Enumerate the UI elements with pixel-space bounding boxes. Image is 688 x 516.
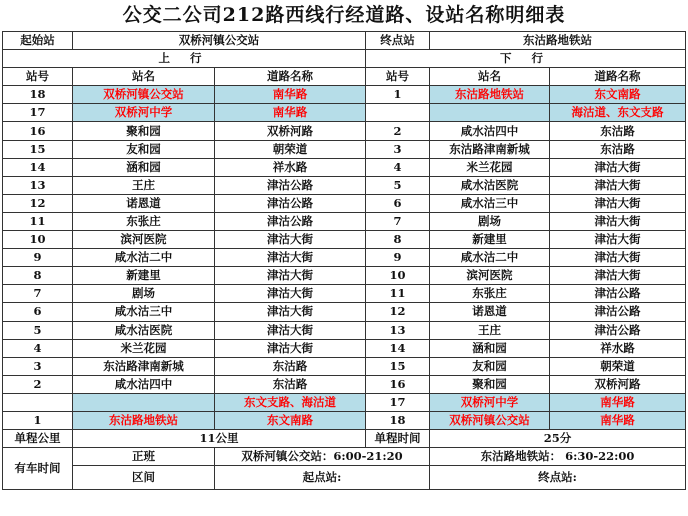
col-header-down-road: 道路名称 (550, 68, 686, 86)
station-row (3, 231, 686, 249)
up-station-name: 东沽路地铁站 (73, 411, 215, 429)
up-road-name: 津沽大街 (215, 249, 366, 267)
distance-label: 单程公里 (3, 430, 73, 448)
down-station-name: 王庄 (430, 321, 550, 339)
down-station-name: 滨河医院 (430, 267, 550, 285)
distance-value: 11公里 (73, 430, 366, 448)
down-station-name: 剧场 (430, 212, 550, 230)
down-station-name: 新建里 (430, 231, 550, 249)
down-station-name (430, 104, 550, 122)
up-road-name: 南华路 (215, 86, 366, 104)
down-station-name: 咸水沽四中 (430, 122, 550, 140)
down-station-name: 东沽路地铁站 (430, 86, 550, 104)
regular-start-time: 双桥河镇公交站：6:00-21:20 (215, 448, 430, 466)
down-road-name: 津沽大街 (550, 212, 686, 230)
down-road-name: 津沽大街 (550, 231, 686, 249)
down-road-name: 海沽道、东文支路 (550, 104, 686, 122)
down-road-name: 东文南路 (550, 86, 686, 104)
up-station-name: 咸水沽二中 (73, 249, 215, 267)
down-station-no: 14 (366, 339, 430, 357)
up-station-no: 12 (3, 194, 73, 212)
down-station-name: 东张庄 (430, 285, 550, 303)
down-road-name: 双桥河路 (550, 375, 686, 393)
up-station-name: 聚和园 (73, 122, 215, 140)
up-road-name: 朝荣道 (215, 140, 366, 158)
station-row (3, 212, 686, 230)
down-station-name: 东沽路津南新城 (430, 140, 550, 158)
station-row (3, 122, 686, 140)
up-station-name: 双桥河镇公交站 (73, 86, 215, 104)
up-station-name: 咸水沽医院 (73, 321, 215, 339)
down-road-name: 津沽大街 (550, 267, 686, 285)
route-table (2, 31, 686, 490)
up-station-name: 新建里 (73, 267, 215, 285)
down-road-name: 津沽大街 (550, 194, 686, 212)
down-station-no: 13 (366, 321, 430, 339)
down-station-name: 双桥河镇公交站 (430, 411, 550, 429)
up-station-name: 咸水沽四中 (73, 375, 215, 393)
down-station-no: 15 (366, 357, 430, 375)
interval-label: 区间 (73, 466, 215, 490)
down-road-name: 津沽大街 (550, 249, 686, 267)
up-station-name: 米兰花园 (73, 339, 215, 357)
start-station-value: 双桥河镇公交站 (73, 32, 366, 50)
col-header-up-name: 站名 (73, 68, 215, 86)
down-station-no: 7 (366, 212, 430, 230)
down-station-no: 1 (366, 86, 430, 104)
up-station-no: 17 (3, 104, 73, 122)
down-station-name: 聚和园 (430, 375, 550, 393)
down-station-name: 诺恩道 (430, 303, 550, 321)
regular-label: 正班 (73, 448, 215, 466)
up-station-no (3, 393, 73, 411)
col-header-up-no: 站号 (3, 68, 73, 86)
up-road-name: 南华路 (215, 104, 366, 122)
col-header-down-name: 站名 (430, 68, 550, 86)
interval-service-row (3, 466, 686, 490)
up-station-no: 11 (3, 212, 73, 230)
up-road-name: 津沽大街 (215, 303, 366, 321)
time-value: 25分 (430, 430, 686, 448)
up-road-name: 津沽公路 (215, 194, 366, 212)
down-road-name: 东沽路 (550, 140, 686, 158)
direction-up: 上 行 (3, 50, 366, 68)
up-road-name: 津沽大街 (215, 267, 366, 285)
up-station-name: 诺恩道 (73, 194, 215, 212)
up-road-name: 津沽大街 (215, 339, 366, 357)
down-station-no: 11 (366, 285, 430, 303)
station-row (3, 176, 686, 194)
up-road-name: 东文南路 (215, 411, 366, 429)
up-station-no: 6 (3, 303, 73, 321)
down-station-name: 涵和园 (430, 339, 550, 357)
end-station-label: 终点站 (366, 32, 430, 50)
down-station-no: 4 (366, 158, 430, 176)
down-station-no: 17 (366, 393, 430, 411)
up-station-no: 15 (3, 140, 73, 158)
up-station-name (73, 393, 215, 411)
interval-end-stop: 终点站: (430, 466, 686, 490)
up-station-name: 涵和园 (73, 158, 215, 176)
down-station-no: 2 (366, 122, 430, 140)
up-station-name: 友和园 (73, 140, 215, 158)
page-title: 公交二公司212路西线行经道路、设站名称明细表 (122, 4, 566, 26)
station-row (3, 194, 686, 212)
down-station-name: 咸水沽医院 (430, 176, 550, 194)
down-station-no: 3 (366, 140, 430, 158)
down-station-no: 16 (366, 375, 430, 393)
station-row (3, 411, 686, 429)
up-station-no: 14 (3, 158, 73, 176)
down-road-name: 祥水路 (550, 339, 686, 357)
col-header-up-road: 道路名称 (215, 68, 366, 86)
end-station-value: 东沽路地铁站 (430, 32, 686, 50)
station-row (3, 303, 686, 321)
up-station-no: 2 (3, 375, 73, 393)
station-row (3, 104, 686, 122)
station-row (3, 375, 686, 393)
up-road-name: 祥水路 (215, 158, 366, 176)
down-road-name: 津沽公路 (550, 321, 686, 339)
station-row (3, 339, 686, 357)
time-label: 单程时间 (366, 430, 430, 448)
down-road-name: 南华路 (550, 411, 686, 429)
down-road-name: 津沽大街 (550, 176, 686, 194)
down-road-name: 南华路 (550, 393, 686, 411)
interval-start-stop: 起点站: (215, 466, 430, 490)
down-road-name: 津沽大街 (550, 158, 686, 176)
down-station-name: 双桥河中学 (430, 393, 550, 411)
header-row (3, 32, 686, 50)
regular-service-row (3, 448, 686, 466)
station-row (3, 321, 686, 339)
down-station-no: 5 (366, 176, 430, 194)
up-station-no: 18 (3, 86, 73, 104)
down-station-name: 友和园 (430, 357, 550, 375)
down-station-name: 米兰花园 (430, 158, 550, 176)
up-station-name: 东张庄 (73, 212, 215, 230)
down-station-no: 12 (366, 303, 430, 321)
up-road-name: 东沽路 (215, 357, 366, 375)
down-road-name: 津沽公路 (550, 285, 686, 303)
station-row (3, 86, 686, 104)
regular-end-time: 东沽路地铁站： 6:30-22:00 (430, 448, 686, 466)
up-road-name: 津沽公路 (215, 212, 366, 230)
up-station-no: 7 (3, 285, 73, 303)
down-station-no: 10 (366, 267, 430, 285)
down-road-name: 津沽公路 (550, 303, 686, 321)
up-station-name: 双桥河中学 (73, 104, 215, 122)
up-road-name: 东文支路、海沽道 (215, 393, 366, 411)
up-road-name: 津沽大街 (215, 321, 366, 339)
up-station-no: 9 (3, 249, 73, 267)
up-station-no: 4 (3, 339, 73, 357)
up-station-no: 3 (3, 357, 73, 375)
down-station-name: 咸水沽二中 (430, 249, 550, 267)
up-station-no: 1 (3, 411, 73, 429)
up-road-name: 津沽大街 (215, 285, 366, 303)
column-header-row (3, 68, 686, 86)
up-station-name: 王庄 (73, 176, 215, 194)
up-road-name: 东沽路 (215, 375, 366, 393)
down-station-no: 8 (366, 231, 430, 249)
station-row (3, 140, 686, 158)
direction-down: 下 行 (366, 50, 686, 68)
up-road-name: 津沽公路 (215, 176, 366, 194)
down-station-no (366, 104, 430, 122)
down-station-no: 6 (366, 194, 430, 212)
station-row (3, 267, 686, 285)
summary-row (3, 430, 686, 448)
up-station-name: 东沽路津南新城 (73, 357, 215, 375)
service-hours-label: 有车时间 (3, 448, 73, 490)
down-road-name: 朝荣道 (550, 357, 686, 375)
up-station-no: 13 (3, 176, 73, 194)
station-row (3, 158, 686, 176)
station-row (3, 249, 686, 267)
up-station-name: 咸水沽三中 (73, 303, 215, 321)
down-road-name: 东沽路 (550, 122, 686, 140)
station-row (3, 357, 686, 375)
up-station-name: 滨河医院 (73, 231, 215, 249)
start-station-label: 起始站 (3, 32, 73, 50)
up-road-name: 双桥河路 (215, 122, 366, 140)
up-road-name: 津沽大街 (215, 231, 366, 249)
down-station-no: 9 (366, 249, 430, 267)
direction-row (3, 50, 686, 68)
down-station-no: 18 (366, 411, 430, 429)
up-station-no: 10 (3, 231, 73, 249)
up-station-no: 5 (3, 321, 73, 339)
station-row (3, 393, 686, 411)
up-station-name: 剧场 (73, 285, 215, 303)
up-station-no: 16 (3, 122, 73, 140)
station-row (3, 285, 686, 303)
down-station-name: 咸水沽三中 (430, 194, 550, 212)
up-station-no: 8 (3, 267, 73, 285)
col-header-down-no: 站号 (366, 68, 430, 86)
